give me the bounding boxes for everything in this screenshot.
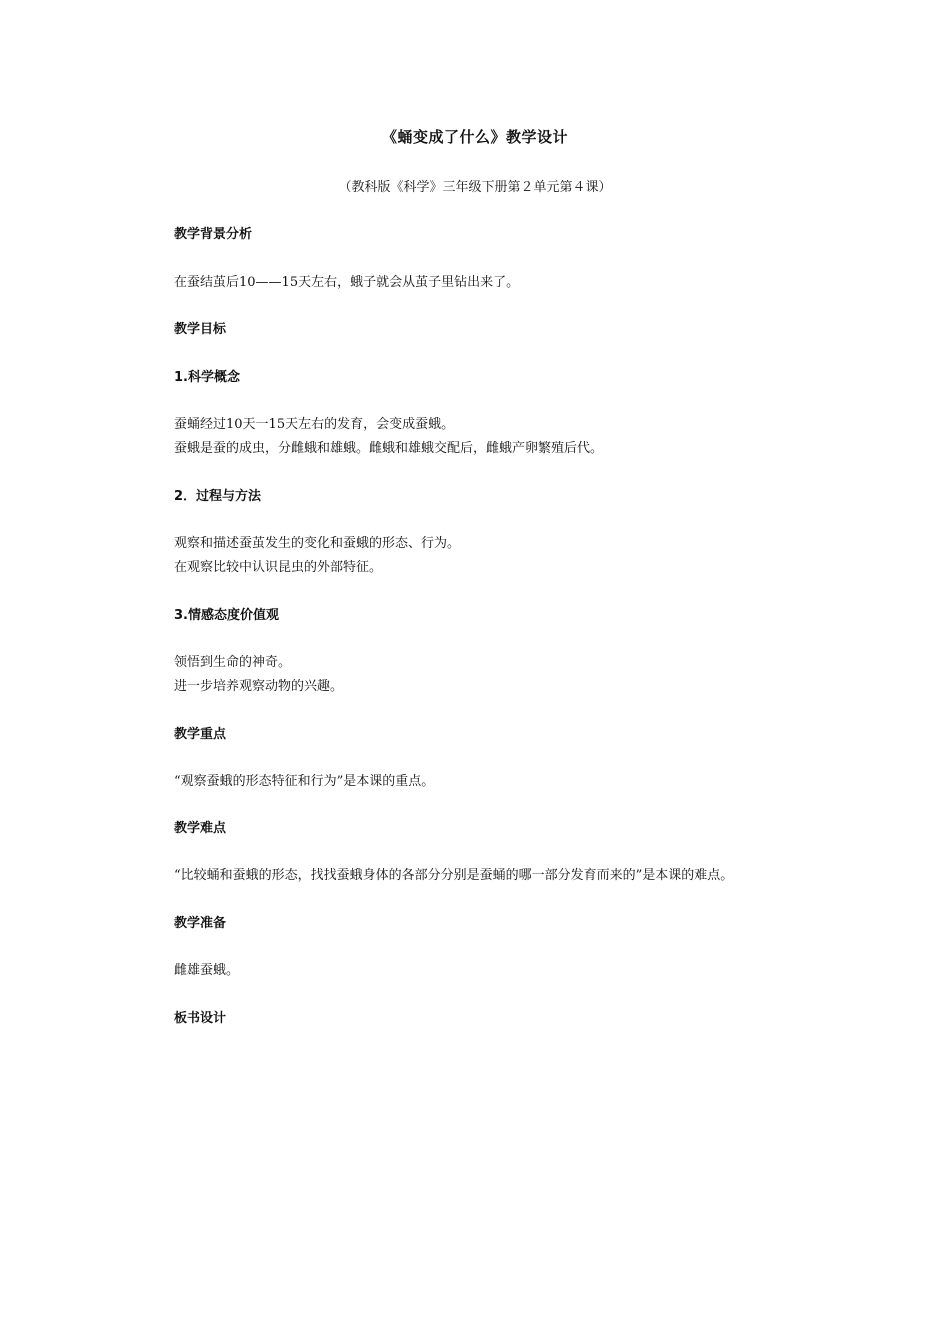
prep-text: 雌雄蚕蛾。 <box>174 963 240 978</box>
key-text: “观察蚕蛾的形态特征和行为”是本课的重点。 <box>174 774 435 789</box>
goal1-line2: 蚕蛾是蚕的成虫，分雌蛾和雄蛾。雌蛾和雄蛾交配后，雌蛾产卵繁殖后代。 <box>174 441 604 456</box>
difficulty-text: “比较蛹和蚕蛾的形态，找找蚕蛾身体的各部分分别是蚕蛹的哪一部分发育而来的”是本课的难点。 <box>174 868 734 883</box>
document-subtitle: （教科版《科学》三年级下册第２单元第４课） <box>338 180 612 195</box>
section-heading-prep: 教学准备 <box>174 916 227 931</box>
section-heading-background: 教学背景分析 <box>174 227 253 242</box>
goal2-heading: 2．过程与方法 <box>174 489 262 504</box>
section-heading-board: 板书设计 <box>174 1011 227 1026</box>
goal2-line1: 观察和描述蚕茧发生的变化和蚕蛾的形态、行为。 <box>174 536 461 551</box>
goal2-line2: 在观察比较中认识昆虫的外部特征。 <box>174 560 383 575</box>
background-text: 在蚕结茧后10——15天左右，蛾子就会从茧子里钻出来了。 <box>174 275 520 290</box>
goal1-line1: 蚕蛹经过10天一15天左右的发育，会变成蚕蛾。 <box>174 417 455 432</box>
section-heading-difficulty: 教学难点 <box>174 821 227 836</box>
section-heading-goals: 教学目标 <box>174 322 227 337</box>
goal3-line1: 领悟到生命的神奇。 <box>174 655 292 670</box>
goal1-heading: 1.科学概念 <box>174 370 240 385</box>
section-heading-key: 教学重点 <box>174 727 227 742</box>
goal3-line2: 进一步培养观察动物的兴趣。 <box>174 679 344 694</box>
document-title: 《蛹变成了什么》教学设计 <box>381 128 568 146</box>
goal3-heading: 3.情感态度价值观 <box>174 608 279 623</box>
